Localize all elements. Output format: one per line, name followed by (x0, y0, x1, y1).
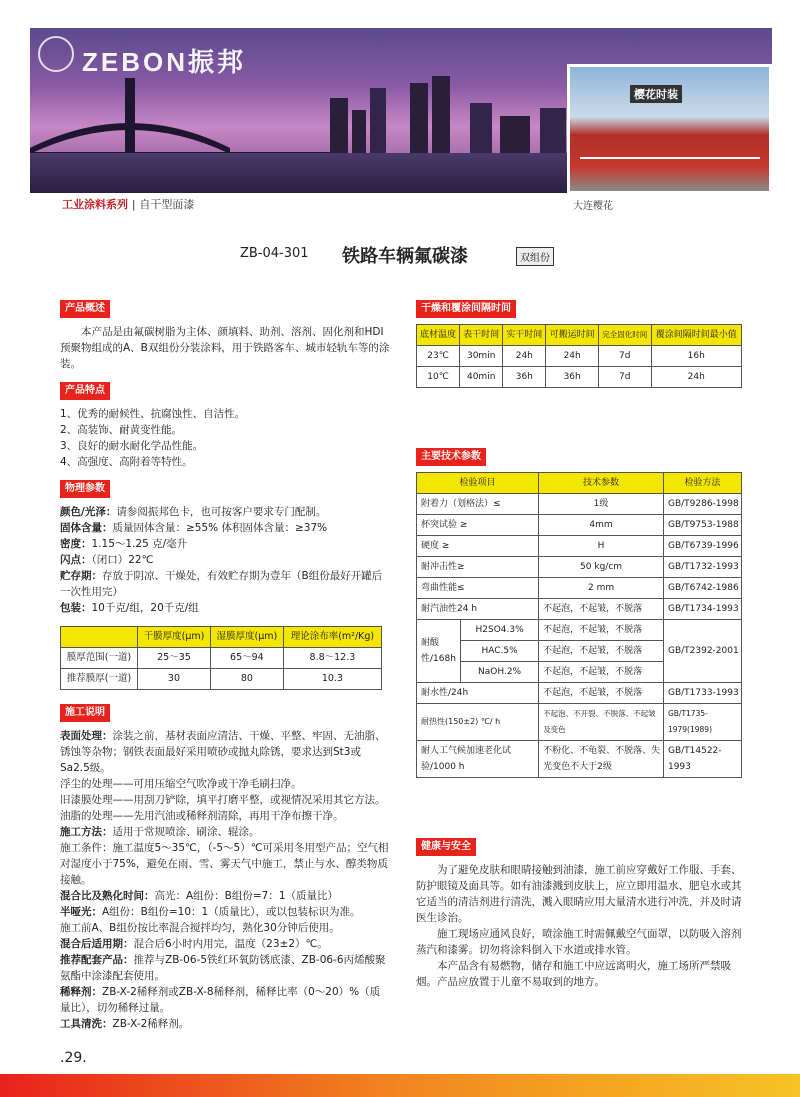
page-number: .29. (60, 1050, 87, 1066)
table-row (61, 669, 382, 690)
drying-title: 干燥和覆涂间隔时间 (416, 300, 516, 318)
drying-header: 实干时间 (503, 325, 546, 346)
application-row (60, 984, 390, 1016)
drying-cell: 24h (651, 367, 741, 388)
footer-bar (0, 1074, 800, 1097)
features-list (60, 406, 390, 470)
tech-cell: GB/T9753-1988 (663, 515, 741, 536)
app-value: 适用于常规喷涂、刷涂、辊涂。 (112, 826, 260, 838)
application-row (60, 792, 390, 808)
drying-cell: 24h (546, 346, 599, 367)
tech-cell: 耐汽油性24 h (417, 599, 539, 620)
physical-label: 固体含量： (60, 522, 113, 534)
tech-cell: GB/T1732-1993 (663, 557, 741, 578)
physical-row (60, 504, 390, 520)
drying-cell: 36h (503, 367, 546, 388)
film-cell: 10.3 (283, 669, 381, 690)
film-cell: 65～94 (210, 648, 283, 669)
table-row (417, 599, 742, 620)
product-title-row (0, 244, 800, 268)
tech-cell: GB/T1733-1993 (663, 683, 741, 704)
photo-sign: 樱花时装 (630, 85, 682, 103)
application-row (60, 1016, 390, 1032)
tech-cell: GB/T2392-2001 (663, 620, 741, 683)
app-value: 施工条件：施工温度5～35℃，（-5～5）℃可采用冬用型产品；空气相对湿度小于75%，避免在雨、雪、雾天气中施工，禁止与水、醇类物质接触。 (60, 842, 389, 886)
tech-cell: 弯曲性能≤ (417, 578, 539, 599)
physical-label: 颜色/光泽： (60, 506, 117, 518)
application-row (60, 824, 390, 840)
drying-cell: 24h (503, 346, 546, 367)
application-row (60, 728, 390, 776)
tech-cell: 不起泡，不起皱，不脱落 (539, 662, 664, 683)
tech-table (416, 472, 742, 778)
drying-header: 覆涂间隔时间最小值 (651, 325, 741, 346)
tech-cell: 耐水性/24h (417, 683, 539, 704)
application-row (60, 776, 390, 792)
physical-label: 闪点： (60, 554, 92, 566)
app-value: ZB-X-2稀释剂或ZB-X-8稀释剂，稀释比率（0～20）%（质量比），切勿稀释过量。 (60, 986, 381, 1014)
physical-label: 包装： (60, 602, 92, 614)
app-value: 旧漆膜处理——用刮刀铲除，填平打磨平整，或视情况采用其它方法。 (60, 794, 386, 806)
app-label: 施工方法： (60, 826, 113, 838)
app-label: 混合比及熟化时间： (60, 890, 155, 902)
tech-cell: 不起泡，不起皱，不脱落 (539, 599, 664, 620)
series-sep: | (131, 198, 136, 211)
left-column (60, 300, 390, 1032)
physical-value: （闭口）22℃ (91, 554, 154, 566)
feature-item: 1、优秀的耐候性、抗腐蚀性、自洁性。 (60, 408, 246, 420)
tech-cell: 耐人工气候加速老化试验/1000 h (417, 741, 539, 778)
app-value: 油脂的处理——先用汽油或稀释剂清除，再用干净布擦干净。 (60, 810, 344, 822)
drying-cell: 7d (598, 346, 651, 367)
application-row (60, 840, 390, 888)
app-label: 表面处理： (60, 730, 113, 742)
table-row (61, 648, 382, 669)
physical-row (60, 600, 390, 616)
drying-cell: 23℃ (417, 346, 460, 367)
feature-item: 3、良好的耐水耐化学品性能。 (60, 440, 204, 452)
tech-cell: GB/T6742-1986 (663, 578, 741, 599)
tech-cell: 不起泡，不起皱，不脱落 (539, 620, 664, 641)
table-row (417, 704, 742, 741)
product-code: ZB-04-301 (240, 246, 309, 261)
photo-caption: 大连樱花 (573, 201, 613, 212)
tech-cell: 1级 (539, 494, 664, 515)
physical-row (60, 536, 390, 552)
film-header (61, 627, 138, 648)
drying-cell: 10℃ (417, 367, 460, 388)
drying-header: 可搬运时间 (546, 325, 599, 346)
app-value: 涂装之前，基材表面应清洁、干燥、平整、牢固、无油脂、锈蚀等杂物；钢铁表面最好采用喷砂或抛丸除锈，要求达到St3或Sa2.5级。 (60, 730, 386, 774)
table-row (417, 578, 742, 599)
tech-cell: 耐酸性/168h (417, 620, 461, 683)
tech-cell: H (539, 536, 664, 557)
tech-cell: GB/T1734-1993 (663, 599, 741, 620)
application-row (60, 952, 390, 984)
app-value: 浮尘的处理——可用压缩空气吹净或干净毛刷扫净。 (60, 778, 302, 790)
table-row (417, 367, 742, 388)
tech-header: 技术参数 (539, 473, 664, 494)
tech-cell: H2SO4.3% (461, 620, 539, 641)
film-cell: 膜厚范围(一道) (61, 648, 138, 669)
table-row (417, 741, 742, 778)
application-title: 施工说明 (60, 704, 110, 722)
app-value: 混合后6小时内用完，温度（23±2）℃。 (133, 938, 328, 950)
tech-cell: 不起泡，不起皱，不脱落 (539, 683, 664, 704)
feature-item: 4、高强度、高附着等特性。 (60, 456, 193, 468)
film-cell: 25～35 (138, 648, 211, 669)
tech-header: 检验方法 (663, 473, 741, 494)
physical-value: 存放于阴凉、干燥处，有效贮存期为壹年（B组份最好开罐后一次性用完） (60, 570, 383, 598)
app-label: 工具清洗： (60, 1018, 113, 1030)
tech-header: 检验项目 (417, 473, 539, 494)
tech-cell: 杯突试验 ≥ (417, 515, 539, 536)
physical-list (60, 504, 390, 616)
physical-row (60, 568, 390, 600)
features-title: 产品特点 (60, 382, 110, 400)
app-value: ZB-X-2稀释剂。 (112, 1018, 190, 1030)
app-value: 推荐与ZB-06-5铁红环氧防锈底漆、ZB-06-6丙烯酸聚氨酯中涂漆配套使用。 (60, 954, 386, 982)
tech-cell: 50 kg/cm (539, 557, 664, 578)
app-label: 稀释剂： (60, 986, 102, 998)
application-row (60, 808, 390, 824)
safety-para: 施工现场应通风良好，喷涂施工时需佩戴空气面罩，以防吸入溶剂蒸汽和漆雾。切勿将涂料倒入下水道或排水管。 (416, 928, 742, 956)
table-row (417, 683, 742, 704)
physical-value: 10千克/组，20千克/组 (91, 602, 199, 614)
application-row (60, 920, 390, 936)
tech-cell: 4mm (539, 515, 664, 536)
drying-header: 表干时间 (460, 325, 503, 346)
app-label: 混合后适用期： (60, 938, 134, 950)
series-main: 工业涂料系列 (62, 198, 128, 211)
table-row (417, 557, 742, 578)
table-row (417, 494, 742, 515)
tech-cell: 耐热性(150±2) ℃/ h (417, 704, 539, 741)
drying-header: 底材温度 (417, 325, 460, 346)
tech-cell: GB/T1735-1979(1989) (663, 704, 741, 741)
feature-item: 2、高装饰、耐黄变性能。 (60, 424, 183, 436)
drying-cell: 30min (460, 346, 503, 367)
app-value: A组份：B组份=10：1（质量比），或以包装标识为准。 (102, 906, 361, 918)
tech-cell: GB/T14522-1993 (663, 741, 741, 778)
app-label: 推荐配套产品： (60, 954, 134, 966)
series-sub: 自干型面漆 (139, 198, 195, 211)
safety-title: 健康与安全 (416, 838, 476, 856)
tech-cell: NaOH.2% (461, 662, 539, 683)
tech-cell: 附着力（划格法）≤ (417, 494, 539, 515)
overview-title: 产品概述 (60, 300, 110, 318)
physical-value: 质量固体含量：≥55% 体积固体含量：≥37% (112, 522, 328, 534)
physical-value: 1.15～1.25 克/毫升 (91, 538, 188, 550)
film-cell: 80 (210, 669, 283, 690)
physical-row (60, 520, 390, 536)
physical-label: 密度： (60, 538, 92, 550)
drying-cell: 36h (546, 367, 599, 388)
physical-row (60, 552, 390, 568)
film-header: 湿膜厚度(μm) (210, 627, 283, 648)
application-row (60, 904, 390, 920)
tech-title: 主要技术参数 (416, 448, 486, 466)
drying-table (416, 324, 742, 388)
tech-cell: 2 mm (539, 578, 664, 599)
physical-title: 物理参数 (60, 480, 110, 498)
physical-label: 贮存期： (60, 570, 102, 582)
table-row (417, 346, 742, 367)
tech-cell: HAC.5% (461, 641, 539, 662)
physical-value: 请参阅振邦色卡，也可按客户要求专门配制。 (116, 506, 327, 518)
drying-cell: 7d (598, 367, 651, 388)
film-header: 干膜厚度(μm) (138, 627, 211, 648)
drying-cell: 40min (460, 367, 503, 388)
application-row (60, 888, 390, 904)
table-row (417, 620, 742, 641)
tech-cell: GB/T9286-1998 (663, 494, 741, 515)
product-name: 铁路车辆氟碳漆 (342, 246, 468, 267)
app-label: 半哑光： (60, 906, 102, 918)
series-label (62, 196, 194, 212)
table-row (417, 536, 742, 557)
tech-cell: 硬度 ≥ (417, 536, 539, 557)
tech-cell: 不起泡，不起皱，不脱落 (539, 641, 664, 662)
tech-cell: 不粉化、不龟裂、不脱落、失光变色不大于2级 (539, 741, 664, 778)
right-column (416, 300, 746, 1000)
tech-cell: GB/T6739-1996 (663, 536, 741, 557)
film-table (60, 626, 382, 690)
factory-photo (567, 64, 772, 194)
app-value: 施工前A、B组份按比率混合搅拌均匀，熟化30分钟后使用。 (60, 922, 340, 934)
brand-logo: ZEBON振邦 (82, 47, 247, 77)
application-row (60, 936, 390, 952)
product-badge: 双组份 (516, 247, 554, 266)
tech-cell: 耐冲击性≥ (417, 557, 539, 578)
table-row (417, 515, 742, 536)
film-header: 理论涂布率(m²/Kg) (283, 627, 381, 648)
application-list (60, 728, 390, 1032)
drying-header: 完全固化时间 (598, 325, 651, 346)
tech-cell: 不起泡、不开裂、不脱落、不起皱及变色 (539, 704, 664, 741)
film-cell: 30 (138, 669, 211, 690)
safety-para: 为了避免皮肤和眼睛接触到油漆，施工前应穿戴好工作服、手套、防护眼镜及面具等。如有油漆溅到皮肤上，应立即用温水、肥皂水或其它适当的清洁剂进行清洗，溅入眼睛应用大量清水进行冲洗，并及时请医生诊治。 (416, 864, 742, 924)
film-cell: 8.8～12.3 (283, 648, 381, 669)
app-value: 高光：A组份：B组份=7：1（质量比） (154, 890, 339, 902)
safety-para: 本产品含有易燃物，储存和施工中应远离明火，施工场所严禁吸烟。产品应放置于儿童不易取到的地方。 (416, 960, 731, 988)
overview-text: 本产品是由氟碳树脂为主体、颜填料、助剂、溶剂、固化剂和HDI预聚物组成的A、B双组份分装涂料，用于铁路客车、城市轻轨车等的涂装。 (60, 326, 390, 370)
film-cell: 推荐膜厚(一道) (61, 669, 138, 690)
brand-logo-icon (38, 36, 74, 72)
drying-cell: 16h (651, 346, 741, 367)
